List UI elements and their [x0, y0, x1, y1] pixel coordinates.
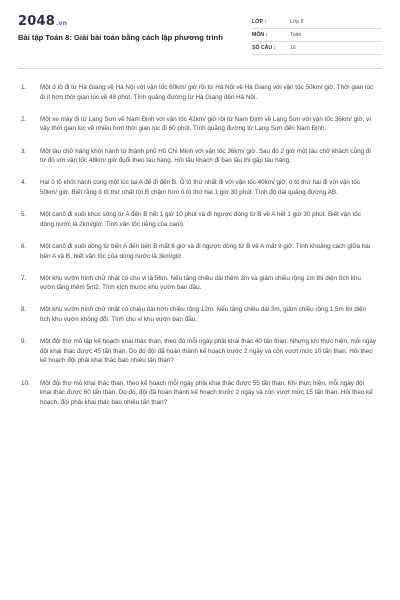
question-item: [18, 242, 382, 261]
question-number: 2.: [21, 115, 27, 123]
question-text: Một xe máy đi từ Lạng Sơn về Nam Định với vận tốc 42km/ giờ rồi từ Nam Định về Lạng Sơn với vận tốc 36km/ giờ, vì vậy thời gian lúc về nhiều hơn thời gian lúc đi 60 phút. Tính quãng đường từ Lạng Sơn đến Nam Định.: [40, 115, 372, 133]
question-text: Một tàu chở hàng khởi hành từ thành phố Hồ Chí Minh với vận tốc 36km/ giờ. Sau đó 2 giờ một tàu chở khách cũng đi từ đó với vận tốc 48km/ giờ đuổi theo tàu hàng. Hỏi tàu khách đi bao lâu thì gặp tàu hàng.: [40, 147, 371, 165]
logo-tld: .vn: [55, 20, 68, 27]
meta-value: 16: [290, 45, 296, 51]
header: [18, 0, 382, 66]
question-text: Một đội thợ mỏ khai thác than, theo kế hoạch mỗi ngày phải khai thác được 55 tấn than. Khi thực hiện, mỗi ngày đội khai thác được 60 tấn than. Do đó, đội đã hoàn thành kế hoạch trước 2 ngày và còn vượt mức 15 tấn than. Hỏi theo kế hoạch, đội phải khai thác bao nhiêu tấn than?: [40, 379, 373, 406]
question-number: 1.: [21, 84, 27, 91]
question-text: Một canô đi xuôi dòng từ bến A đến bến B mất 6 giờ và đi ngược dòng từ B về A mất 9 giờ. Tính khoảng cách giữa hai bến A và B, biết vận tốc của dòng nước là 3km/giờ.: [40, 242, 371, 260]
meta-label: MÔN :: [252, 32, 268, 38]
question-number: 3.: [21, 147, 27, 155]
question-item: [18, 379, 382, 408]
meta-value: Toán: [290, 32, 302, 38]
question-item: [18, 305, 382, 324]
question-number: 9.: [21, 338, 27, 346]
logo-main: 2048: [18, 14, 55, 29]
question-item: [18, 83, 382, 102]
meta-label: LỚP :: [252, 19, 267, 25]
question-number: 8.: [21, 306, 27, 314]
meta-row-subject: [252, 29, 382, 42]
page-title: Bài tập Toán 8: Giải bài toán bằng cách lập phương trình: [18, 33, 223, 42]
meta-value: Lớp 8: [290, 19, 304, 25]
meta-row-count: [252, 42, 382, 55]
question-number: 6.: [21, 242, 27, 250]
question-item: [18, 147, 382, 166]
question-item: [18, 210, 382, 229]
question-text: Một canô đi xuôi khúc sông từ A đến B hết 1 giờ 10 phút và đi ngược dòng từ B về A hết 1 giờ 30 phút. Biết vận tốc dòng nước là 2km/giờ. Tính vận tốc riêng của canô.: [40, 211, 361, 228]
question-text: Một đội thợ mỏ lập kế hoạch khai thác than, theo đó mỗi ngày phải khai thác 40 tấn than. Nhưng khi thực hiện, mỗi ngày đội khai thác được 45 tấn than. Do đó đội đã hoàn thành kế hoạch trước 2 ngày và còn vượt mức 10 tấn than. Hỏi theo kế hoạch đội phải khai thác bao nhiêu tấn than?: [40, 338, 377, 365]
meta-row-class: [252, 16, 382, 29]
site-logo[interactable]: [18, 14, 248, 29]
question-text: Hai ô tô khởi hành cùng một lúc tại A để đi đến B. Ô tô thứ nhất đi với vận tốc 40km/ giờ, ô tô thứ hai đi với vận tốc 50km/ giờ. Biết rằng ô tô thứ nhất tới B chậm hơn ô tô thứ hai 1 giờ 30 phút. Tính độ dài quãng đường AB.: [40, 179, 361, 196]
question-text: Một khu vườn hình chữ nhật có chu vi là 56m. Nếu tăng chiều dài thêm 3m và giảm chiều rộng 1m thì diện tích khu vườn tăng thêm 5m2. Tính kích thước khu vườn ban đầu.: [40, 274, 361, 292]
question-item: [18, 337, 382, 366]
meta-label: SỐ CÂU :: [252, 45, 276, 51]
question-item: [18, 115, 382, 134]
header-left: [18, 14, 248, 66]
question-number: 4.: [21, 179, 27, 187]
question-text: Một khu vườn hình chữ nhật có chiều dài hơn chiều rộng 12m. Nếu tăng chiều dài 3m, giảm chiều rộng 1,5m thì diện tích khu vườn không đổi. Tính chu vi khu vườn ban đầu.: [40, 306, 367, 324]
question-list: [18, 83, 382, 407]
header-divider: [18, 68, 382, 69]
question-item: [18, 178, 382, 197]
question-item: [18, 274, 382, 293]
meta-table: [252, 16, 382, 66]
question-number: 10.: [21, 379, 30, 387]
question-number: 7.: [21, 274, 27, 282]
question-number: 5.: [21, 211, 27, 219]
question-text: Một ô tô đi từ Hà Giang về Hà Nội với vận tốc 60km/ giờ rồi từ Hà Nội về Hà Giang với vận tốc 50km/ giờ. Thời gian lúc đi ít hơn thời gian lúc về 48 phút. Tính quãng đường từ Hà Giang đến Hà Nội.: [40, 84, 374, 101]
